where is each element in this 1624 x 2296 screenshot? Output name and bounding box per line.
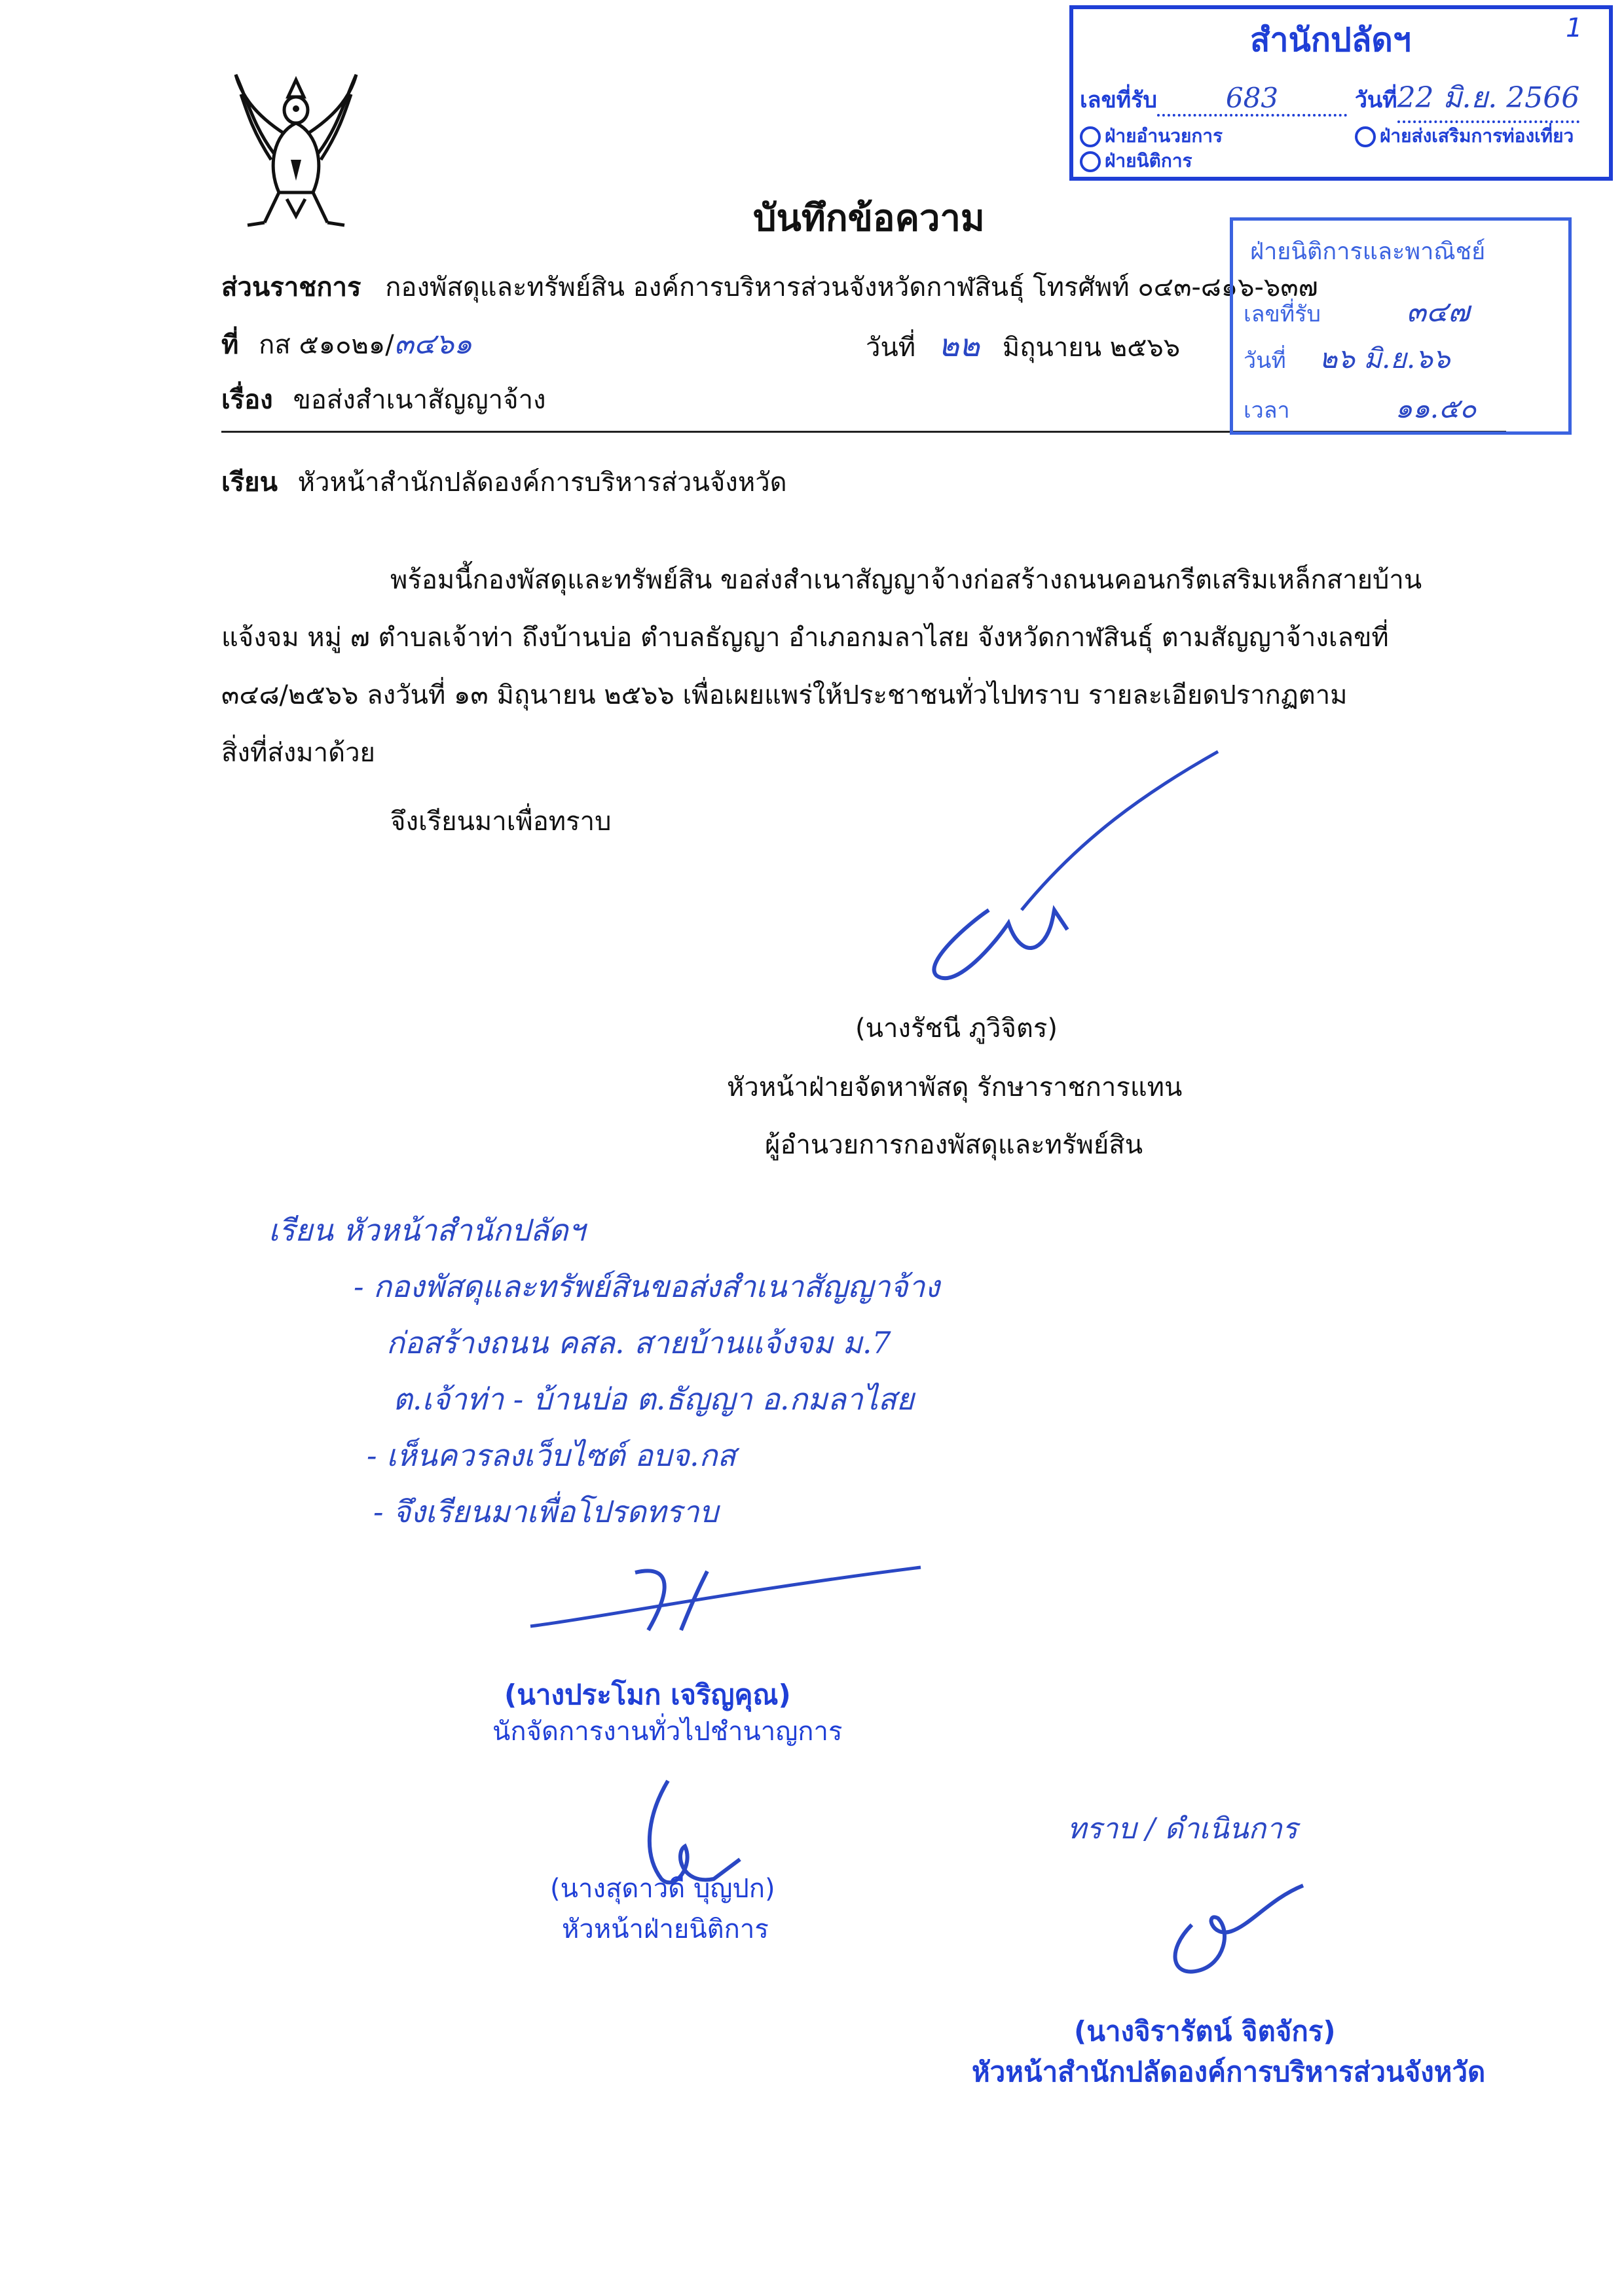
handwritten-note [268,1202,940,1540]
signature-icon [1153,1872,1310,1984]
body-line: ๓๔๘/๒๕๖๖ ลงวันที่ ๑๓ มิถุนายน ๒๕๖๖ เพื่อเผยแพร่ให้ประชาชนทั่วไปทราบ รายละเอียดปรากฏตาม [221,680,1348,710]
reference-label: ที่ [221,330,239,360]
department-line [221,266,1318,308]
legal-stamp-time-value: ๑๑.๕๐ [1395,392,1477,424]
department-label: ส่วนราชการ [221,272,361,302]
subject-line [221,378,546,420]
addressee-line [221,461,787,503]
reference-number-handwritten: ๓๔๖๑ [394,327,473,361]
signer-position-2: ผู้อำนวยการกองพัสดุและทรัพย์สิน [765,1130,1143,1160]
subject-label: เรื่อง [221,385,273,415]
office-receive-stamp [1069,5,1613,181]
legal-stamp-date-row [1244,337,1450,380]
official2-position: หัวหน้าฝ่ายนิติการ [562,1914,769,1944]
signature-icon [910,746,1225,995]
official1-position: นักจัดการงานทั่วไปชำนาญการ [492,1717,843,1747]
legal-stamp-time-row [1244,387,1477,430]
office-stamp-date-label: วันที่ [1354,87,1397,113]
legal-receive-stamp [1230,217,1572,435]
office-stamp-option-2 [1355,122,1574,151]
office-stamp-option-3-label: ฝ่ายนิติการ [1105,150,1192,172]
handwritten-note-line: - เห็นควรลงเว็บไซต์ อบจ.กส [367,1438,736,1473]
official3-name: (นางจิรารัตน์ จิตจักร) [1074,2015,1336,2047]
memo-title: บันทึกข้อความ [753,197,985,240]
reference-line [221,321,472,367]
reference-value: กส ๕๑๐๒๑/ [259,330,394,360]
option-circle-icon [1080,151,1101,172]
legal-stamp-recv-row [1244,289,1469,335]
office-stamp-recv-value: 683 [1157,82,1347,117]
date-line [866,321,1180,371]
department-value: กองพัสดุและทรัพย์สิน องค์การบริหารส่วนจังหวัดกาฬสินธุ์ โทรศัพท์ ๐๔๓-๘๑๖-๖๓๗ [385,272,1318,302]
date-label: วันที่ [866,333,916,363]
handwritten-note-line: ต.เจ้าท่า - บ้านบ่อ ต.ธัญญา อ.กมลาไสย [393,1381,914,1417]
legal-stamp-recv-value: ๓๔๗ [1406,295,1470,329]
date-day-handwritten: ๒๒ [938,327,980,364]
garuda-emblem-icon [228,68,364,232]
option-circle-icon [1355,126,1376,147]
body-line: แจ้งจม หมู่ ๗ ตำบลเจ้าท่า ถึงบ้านบ่อ ตำบลธัญญา อำเภอกมลาไสย จังหวัดกาฬสินธุ์ ตามสัญญาจ้างเลขที่ [221,623,1389,653]
signer-name: (นางรัชนี ภูวิจิตร) [855,1013,1058,1044]
legal-stamp-title: ฝ่ายนิติการและพาณิชย์ [1250,238,1486,265]
official2-name: (นางสุดาวดี บุญปก) [550,1874,775,1904]
body-line: พร้อมนี้กองพัสดุและทรัพย์สิน ขอส่งสำเนาสัญญาจ้างก่อสร้างถนนคอนกรีตเสริมเหล็กสายบ้าน [390,565,1422,595]
handwritten-note-line: - กองพัสดุและทรัพย์สินขอส่งสำเนาสัญญาจ้าง [354,1269,940,1304]
office-stamp-recv-row [1080,75,1579,123]
option-circle-icon [1080,126,1101,147]
official1-name: (นางประโมก เจริญคุณ) [504,1679,791,1711]
office-stamp-corner-mark: 1 [1566,13,1583,43]
official3-position: หัวหน้าสำนักปลัดองค์การบริหารส่วนจังหวัด [972,2056,1486,2088]
subject-value: ขอส่งสำเนาสัญญาจ้าง [293,385,546,415]
handwritten-note-line: - จึงเรียนมาเพื่อโปรดทราบ [373,1494,718,1529]
closing-line: จึงเรียนมาเพื่อทราบ [390,807,612,837]
addressee-label: เรียน [221,467,278,498]
office-stamp-option-1-label: ฝ่ายอำนวยการ [1105,125,1223,147]
body-line: สิ่งที่ส่งมาด้วย [221,738,375,768]
legal-stamp-date-label: วันที่ [1244,348,1286,374]
signature-icon [524,1558,930,1643]
handwritten-note-line: ก่อสร้างถนน คสล. สายบ้านแจ้งจม ม.7 [386,1325,891,1360]
legal-stamp-recv-label: เลขที่รับ [1244,301,1321,327]
office-stamp-title: สำนักปลัดฯ [1250,21,1411,59]
legal-stamp-time-label: เวลา [1244,397,1290,424]
office-stamp-date-value: 22 มิ.ย. 2566 [1397,75,1580,123]
addressee-value: หัวหน้าสำนักปลัดองค์การบริหารส่วนจังหวัด [297,467,787,498]
signer-position-1: หัวหน้าฝ่ายจัดหาพัสดุ รักษาราชการแทน [727,1072,1183,1102]
handwritten-note-line: เรียน หัวหน้าสำนักปลัดฯ [268,1212,585,1248]
official3-handwritten-note: ทราบ / ดำเนินการ [1067,1812,1298,1846]
date-value: มิถุนายน ๒๕๖๖ [1002,333,1181,363]
office-stamp-option-2-label: ฝ่ายส่งเสริมการท่องเที่ยว [1380,125,1574,147]
office-stamp-option-3 [1080,147,1192,175]
legal-stamp-date-value: ๒๖ มิ.ย.๖๖ [1319,342,1450,374]
office-stamp-recv-label: เลขที่รับ [1080,87,1157,113]
body-paragraph [221,551,1485,782]
